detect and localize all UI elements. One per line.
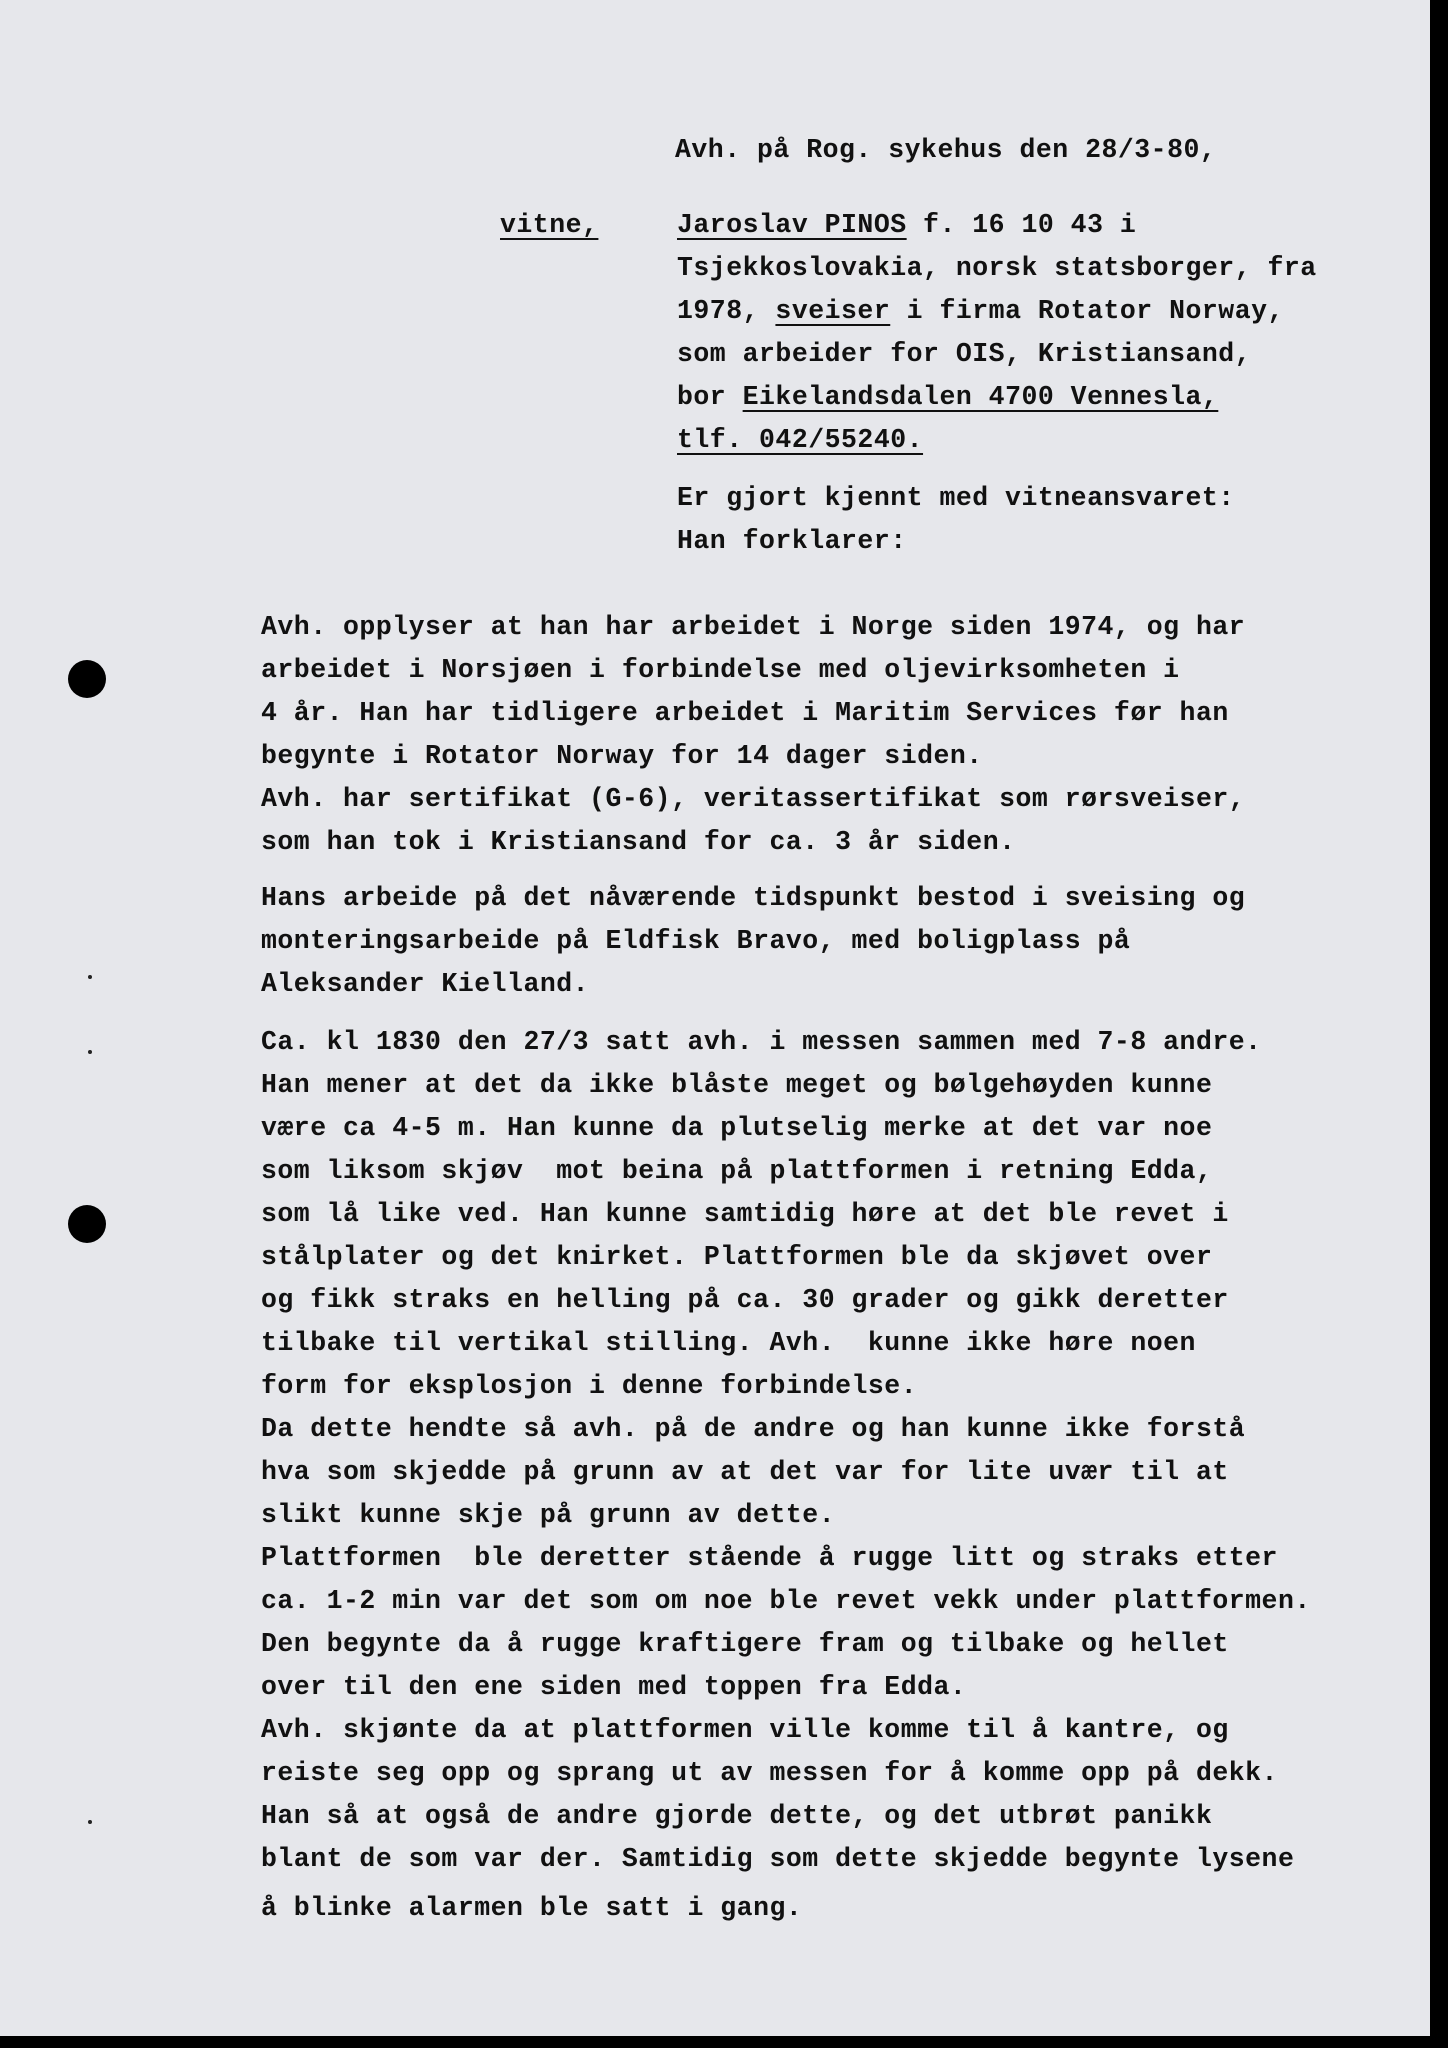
body-line: å blinke alarmen ble satt i gang. xyxy=(261,1893,803,1923)
punch-hole xyxy=(68,660,106,698)
body-line: slikt kunne skje på grunn av dette. xyxy=(261,1500,836,1530)
header-line: Avh. på Rog. sykehus den 28/3-80, xyxy=(675,135,1217,165)
body-line: Da dette hendte så avh. på de andre og han kunne ikke forstå xyxy=(261,1414,1246,1444)
witness-line-1 xyxy=(677,210,1136,240)
body-line: Aleksander Kielland. xyxy=(261,969,590,999)
margin-mark xyxy=(88,975,92,979)
body-line: som liksom skjøv mot beina på plattformen i retning Edda, xyxy=(261,1156,1213,1186)
oath-line-2: Han forklarer: xyxy=(677,526,907,556)
witness-label: vitne, xyxy=(500,210,599,240)
witness-line-2: Tsjekkoslovakia, norsk statsborger, fra xyxy=(677,253,1317,283)
body-line: som lå like ved. Han kunne samtidig høre at det ble revet i xyxy=(261,1199,1229,1229)
body-line: monteringsarbeide på Eldfisk Bravo, med boligplass på xyxy=(261,926,1131,956)
body-line: Avh. skjønte da at plattformen ville komme til å kantre, og xyxy=(261,1715,1229,1745)
body-line: Avh. har sertifikat (G-6), veritassertifikat som rørsveiser, xyxy=(261,784,1246,814)
body-line: Hans arbeide på det nåværende tidspunkt bestod i sveising og xyxy=(261,883,1246,913)
oath-line-1: Er gjort kjennt med vitneansvaret: xyxy=(677,483,1235,513)
witness-line-5: bor Eikelandsdalen 4700 Vennesla, xyxy=(677,382,1219,412)
body-line: som han tok i Kristiansand for ca. 3 år siden. xyxy=(261,827,1016,857)
body-line: stålplater og det knirket. Plattformen ble da skjøvet over xyxy=(261,1242,1213,1272)
witness-line-4: som arbeider for OIS, Kristiansand, xyxy=(677,339,1252,369)
witness-name: Jaroslav PINOS xyxy=(677,210,907,240)
body-line: Den begynte da å rugge kraftigere fram og tilbake og hellet xyxy=(261,1629,1229,1659)
body-line: Avh. opplyser at han har arbeidet i Norge siden 1974, og har xyxy=(261,612,1246,642)
margin-mark xyxy=(88,1820,92,1824)
witness-phone: tlf. 042/55240. xyxy=(677,425,924,455)
witness-occupation: sveiser xyxy=(775,296,891,326)
body-line: ca. 1-2 min var det som om noe ble revet vekk under plattformen. xyxy=(261,1586,1311,1616)
body-line: blant de som var der. Samtidig som dette skjedde begynte lysene xyxy=(261,1844,1295,1874)
body-line: reiste seg opp og sprang ut av messen for å komme opp på dekk. xyxy=(261,1758,1278,1788)
body-line: Han så at også de andre gjorde dette, og det utbrøt panikk xyxy=(261,1801,1213,1831)
body-line: over til den ene siden med toppen fra Edda. xyxy=(261,1672,967,1702)
witness-born: f. 16 10 43 i xyxy=(906,210,1137,240)
body-line: begynte i Rotator Norway for 14 dager siden. xyxy=(261,741,983,771)
body-line: Han mener at det da ikke blåste meget og bølgehøyden kunne xyxy=(261,1070,1213,1100)
body-line: form for eksplosjon i denne forbindelse. xyxy=(261,1371,918,1401)
margin-mark xyxy=(88,1050,92,1054)
body-line: være ca 4-5 m. Han kunne da plutselig merke at det var noe xyxy=(261,1113,1213,1143)
body-line: Ca. kl 1830 den 27/3 satt avh. i messen sammen med 7-8 andre. xyxy=(261,1027,1262,1057)
body-line: og fikk straks en helling på ca. 30 grader og gikk deretter xyxy=(261,1285,1229,1315)
witness-address: Eikelandsdalen 4700 Vennesla, xyxy=(742,382,1219,412)
punch-hole xyxy=(68,1205,106,1243)
body-line: hva som skjedde på grunn av at det var for lite uvær til at xyxy=(261,1457,1229,1487)
body-line: Plattformen ble deretter stående å rugge litt og straks etter xyxy=(261,1543,1278,1573)
witness-line-3: 1978, sveiser i firma Rotator Norway, xyxy=(677,296,1284,326)
body-line: tilbake til vertikal stilling. Avh. kunne ikke høre noen xyxy=(261,1328,1196,1358)
body-line: arbeidet i Norsjøen i forbindelse med oljevirksomheten i xyxy=(261,655,1180,685)
body-line: 4 år. Han har tidligere arbeidet i Maritim Services før han xyxy=(261,698,1229,728)
